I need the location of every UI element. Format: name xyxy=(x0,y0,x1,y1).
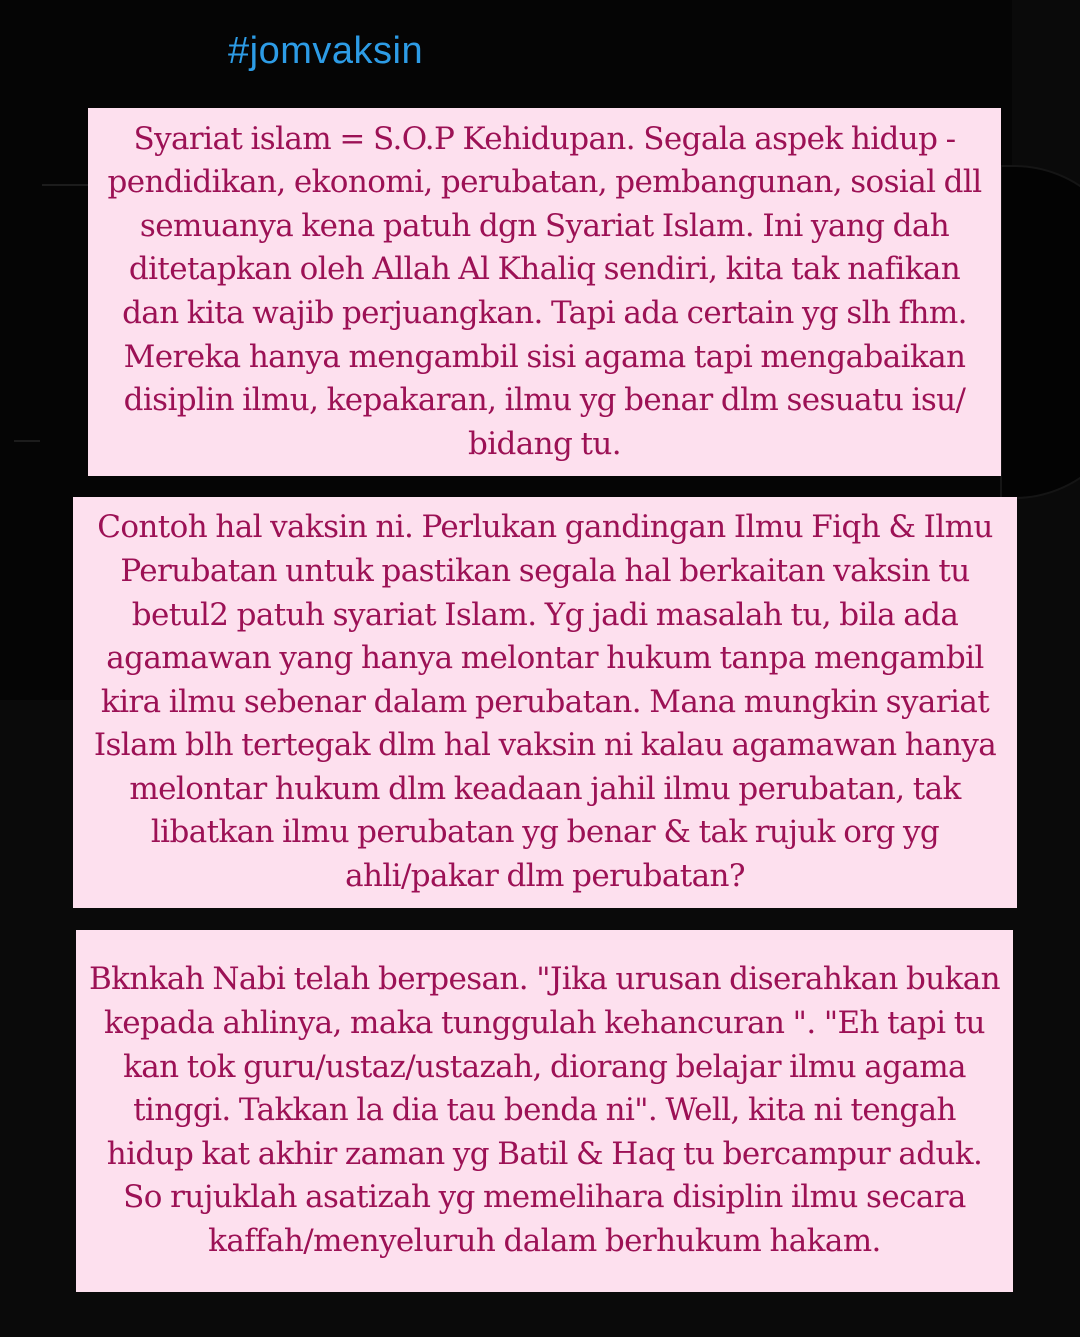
hashtag-link[interactable]: #jomvaksin xyxy=(228,30,424,72)
text-card-1 xyxy=(88,108,1001,476)
background-divider xyxy=(14,440,40,442)
background-letter-shape xyxy=(1000,165,1080,499)
text-card-2 xyxy=(73,497,1017,908)
card-text: Bknkah Nabi telah berpesan. "Jika urusan diserahkan bukan kepada ahlinya, maka tunggulah kehancuran ". "Eh tapi tu kan tok guru/ustaz/ustazah, diorang belajar ilmu agama tinggi. Takkan la dia tau benda ni". Well, kita ni tengah hidup kat akhir zaman yg Batil & Haq tu bercampur aduk. So rujuklah asatizah yg memelihara disiplin ilmu secara kaffah/menyeluruh dalam berhukum hakam. xyxy=(88,961,1000,1259)
card-text: Contoh hal vaksin ni. Perlukan gandingan Ilmu Fiqh & Ilmu Perubatan untuk pastikan segala hal berkaitan vaksin tu betul2 patuh syariat Islam. Yg jadi masalah tu, bila ada agamawan yang hanya melontar hukum tanpa mengambil kira ilmu sebenar dalam perubatan. Mana mungkin syariat Islam blh tertegak dlm hal vaksin ni kalau agamawan hanya melontar hukum dlm keadaan jahil ilmu perubatan, tak libatkan ilmu perubatan yg benar & tak rujuk org yg ahli/pakar dlm perubatan? xyxy=(93,509,997,895)
card-text: Syariat islam = S.O.P Kehidupan. Segala aspek hidup - pendidikan, ekonomi, perubatan, pembangunan, sosial dll semuanya kena patuh dgn Syariat Islam. Ini yang dah ditetapkan oleh Allah Al Khaliq sendiri, kita tak nafikan dan kita wajib perjuangkan. Tapi ada certain yg slh fhm. Mereka hanya mengambil sisi agama tapi mengabaikan disiplin ilmu, kepakaran, ilmu yg benar dlm sesuatu isu/ bidang tu. xyxy=(107,120,982,462)
text-card-3 xyxy=(76,930,1013,1292)
